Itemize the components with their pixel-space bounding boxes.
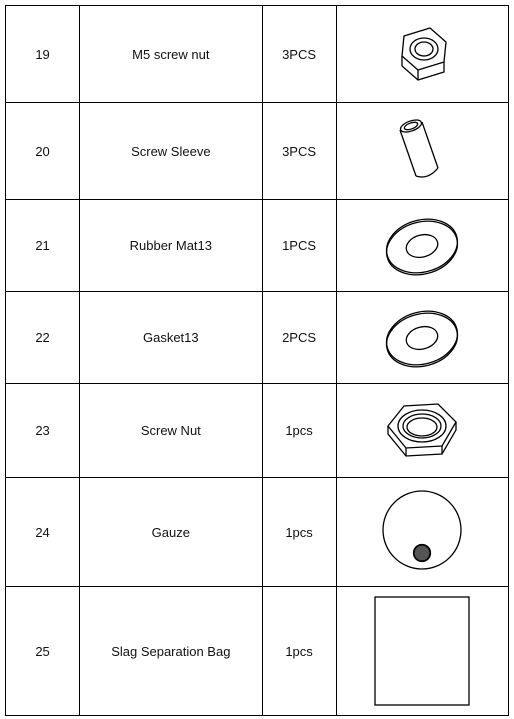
- item-image-cell: [336, 292, 508, 384]
- screw-sleeve-icon: [392, 116, 452, 186]
- item-quantity: 2PCS: [262, 292, 336, 384]
- item-name: Gauze: [80, 478, 262, 587]
- item-name: M5 screw nut: [80, 6, 262, 103]
- table-row: [6, 384, 509, 478]
- item-quantity: 1pcs: [262, 384, 336, 478]
- item-number: 21: [6, 200, 80, 292]
- item-image-cell: [336, 103, 508, 200]
- item-quantity: 3PCS: [262, 6, 336, 103]
- item-name: Screw Nut: [80, 384, 262, 478]
- item-number: 23: [6, 384, 80, 478]
- rubber-mat-icon: [382, 214, 462, 278]
- item-number: 20: [6, 103, 80, 200]
- item-name: Slag Separation Bag: [80, 587, 262, 716]
- item-quantity: 1pcs: [262, 478, 336, 587]
- gauze-icon: [380, 490, 464, 574]
- item-image-cell: [336, 587, 508, 716]
- table-row: [6, 292, 509, 384]
- item-quantity: 1pcs: [262, 587, 336, 716]
- item-image-cell: [336, 200, 508, 292]
- table-row: [6, 6, 509, 103]
- gasket-icon: [382, 306, 462, 370]
- item-number: 19: [6, 6, 80, 103]
- table-row: [6, 478, 509, 587]
- screw-nut-icon: [382, 398, 462, 464]
- item-quantity: 3PCS: [262, 103, 336, 200]
- hex-nut-icon: [390, 22, 454, 86]
- table-row: [6, 587, 509, 716]
- item-image-cell: [336, 6, 508, 103]
- item-image-cell: [336, 478, 508, 587]
- item-name: Gasket13: [80, 292, 262, 384]
- item-name: Screw Sleeve: [80, 103, 262, 200]
- item-number: 22: [6, 292, 80, 384]
- table-row: [6, 103, 509, 200]
- parts-table: [5, 5, 509, 716]
- item-quantity: 1PCS: [262, 200, 336, 292]
- item-name: Rubber Mat13: [80, 200, 262, 292]
- item-number: 25: [6, 587, 80, 716]
- table-row: [6, 200, 509, 292]
- item-image-cell: [336, 384, 508, 478]
- item-number: 24: [6, 478, 80, 587]
- slag-bag-icon: [373, 595, 471, 707]
